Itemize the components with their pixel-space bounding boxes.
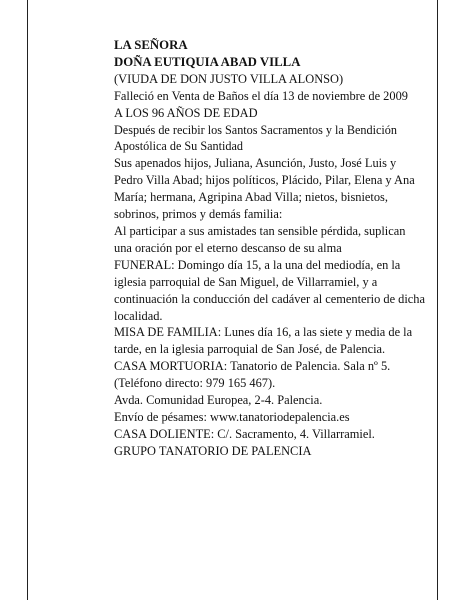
condolences-line: Envío de pésames: www.tanatoriodepalencia.es bbox=[114, 409, 350, 424]
deceased-name: DOÑA EUTIQUIA ABAD VILLA bbox=[114, 54, 301, 69]
funeral-info: FUNERAL: Domingo día 15, a la una del mediodía, en la iglesia parroquial de San Miguel, de Villarramiel, y a continuación la conducción del cadáver al cementerio de dicha localidad. bbox=[114, 257, 425, 323]
family-list: Sus apenados hijos, Juliana, Asunción, Justo, José Luis y Pedro Villa Abad; hijos políticos, Plácido, Pilar, Elena y Ana María; hermana, Agripina Abad Villa; nietos, bisnietos, sobrinos, primos y demás familia: bbox=[114, 156, 415, 222]
notice-heading-title: LA SEÑORA bbox=[114, 38, 188, 52]
sacraments-line: Después de recibir los Santos Sacramentos y la Bendición Apostólica de Su Santidad bbox=[114, 122, 397, 154]
age-line: A LOS 96 AÑOS DE EDAD bbox=[114, 105, 258, 120]
address-line: Avda. Comunidad Europea, 2-4. Palencia. bbox=[114, 393, 323, 408]
left-border-rule bbox=[27, 0, 28, 600]
death-line: Falleció en Venta de Baños el día 13 de noviembre de 2009 bbox=[114, 88, 408, 103]
funeral-home-group: GRUPO TANATORIO DE PALENCIA bbox=[114, 443, 312, 458]
home-address-line: CASA DOLIENTE: C/. Sacramento, 4. Villarramiel. bbox=[114, 426, 375, 441]
right-border-rule bbox=[437, 0, 438, 600]
mortuary-info: CASA MORTUORIA: Tanatorio de Palencia. Sala nº 5. (Teléfono directo: 979 165 467). bbox=[114, 359, 391, 391]
widow-line: (VIUDA DE DON JUSTO VILLA ALONSO) bbox=[114, 71, 344, 86]
obituary-notice bbox=[114, 37, 426, 460]
family-mass-info: MISA DE FAMILIA: Lunes día 16, a las siete y media de la tarde, en la iglesia parroquial de San José, de Palencia. bbox=[114, 325, 413, 357]
prayer-request: Al participar a sus amistades tan sensible pérdida, suplican una oración por el eterno descanso de su alma bbox=[114, 223, 406, 255]
